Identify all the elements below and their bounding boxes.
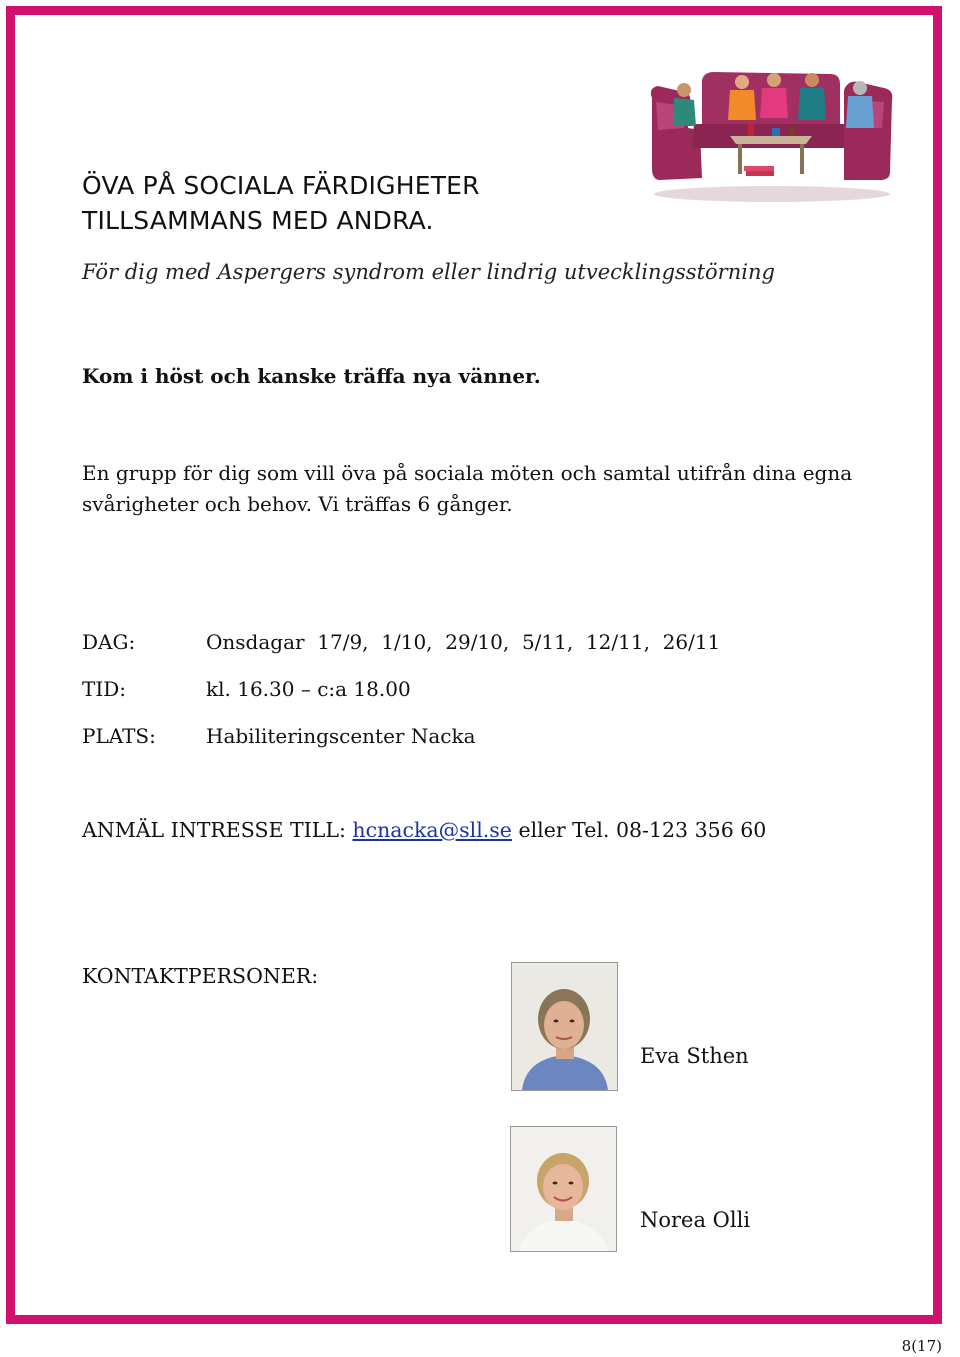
- description-paragraph: En grupp för dig som vill öva på sociala möten och samtal utifrån dina egna svårigheter och behov. Vi träffas 6 gånger.: [82, 461, 853, 516]
- group-sofa-illustration: [644, 68, 900, 203]
- page-number: 8(17): [901, 1337, 942, 1355]
- time-row: [82, 677, 411, 701]
- lead-text: Kom i höst och kanske träffa nya vänner.: [82, 364, 541, 388]
- place-row: [82, 724, 476, 748]
- page-title: [82, 168, 480, 238]
- contact-name-eva: Eva Sthen: [640, 1044, 749, 1068]
- signup-suffix: eller Tel. 08-123 356 60: [511, 818, 767, 842]
- title-line-1: ÖVA PÅ SOCIALA FÄRDIGHETER: [82, 171, 480, 200]
- time-label: TID:: [82, 677, 127, 701]
- place-label: PLATS:: [82, 724, 156, 748]
- email-link[interactable]: hcnacka@sll.se: [352, 818, 512, 842]
- signup-line: [82, 818, 766, 842]
- contact-name-norea: Norea Olli: [640, 1208, 751, 1232]
- contact-photo-eva: [511, 962, 618, 1091]
- time-value: kl. 16.30 – c:a 18.00: [206, 677, 411, 701]
- subtitle: För dig med Aspergers syndrom eller lindrig utvecklingsstörning: [82, 260, 775, 284]
- contacts-heading: KONTAKTPERSONER:: [82, 964, 319, 988]
- title-line-2: TILLSAMMANS MED ANDRA.: [82, 206, 434, 235]
- day-row: [82, 630, 720, 654]
- place-value: Habiliteringscenter Nacka: [206, 724, 476, 748]
- day-label: DAG:: [82, 630, 136, 654]
- contact-photo-norea: [510, 1126, 617, 1252]
- day-value: Onsdagar 17/9, 1/10, 29/10, 5/11, 12/11, 26/11: [206, 630, 721, 654]
- signup-prefix: ANMÄL INTRESSE TILL:: [82, 818, 353, 842]
